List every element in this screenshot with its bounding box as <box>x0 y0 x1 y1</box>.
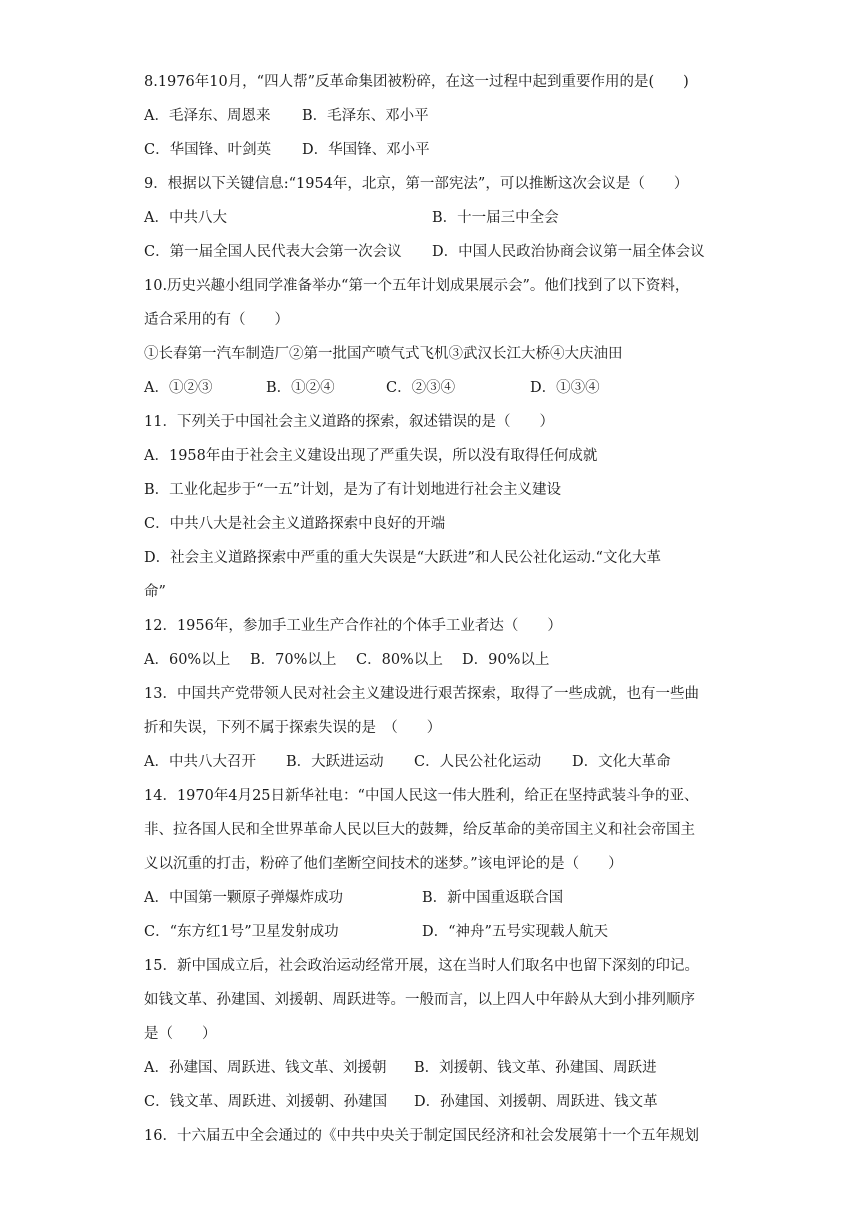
question-10-option-d: D．①③④ <box>530 380 600 396</box>
question-11-option-c: C．中共八大是社会主义道路探索中良好的开端 <box>144 516 446 532</box>
question-14-option-c: C．“东方红1号”卫星发射成功 <box>144 924 339 940</box>
question-10-option-c: C．②③④ <box>386 380 456 396</box>
question-12-option-b: B．70%以上 <box>250 652 337 668</box>
question-15-option-c: C．钱文革、周跃进、刘援朝、孙建国 <box>144 1094 388 1110</box>
question-15-option-a: A．孙建国、周跃进、钱文革、刘援朝 <box>144 1060 387 1076</box>
question-13-option-d: D．文化大革命 <box>572 754 671 770</box>
question-12-option-c: C．80%以上 <box>356 652 443 668</box>
question-9-option-c: C．第一届全国人民代表大会第一次会议 <box>144 244 402 260</box>
question-11-option-b: B．工业化起步于“一五”计划，是为了有计划地进行社会主义建设 <box>144 482 561 498</box>
question-9-option-b: B．十一届三中全会 <box>432 210 559 226</box>
question-8-stem: 8.1976年10月，“四人帮”反革命集团被粉碎，在这一过程中起到重要作用的是( ) <box>144 74 689 90</box>
question-13-option-a: A．中共八大召开 <box>144 754 256 770</box>
question-11-stem: 11．下列关于中国社会主义道路的探索，叙述错误的是（ ） <box>144 414 554 430</box>
question-14-option-a: A．中国第一颗原子弹爆炸成功 <box>144 890 343 906</box>
question-9-stem: 9．根据以下关键信息:“1954年，北京，第一部宪法”，可以推断这次会议是（ ） <box>144 176 689 192</box>
question-15-stem-line-2: 如钱文革、孙建国、刘援朝、周跃进等。一般而言，以上四人中年龄从大到小排列顺序 <box>144 992 695 1008</box>
question-13-option-c: C．人民公社化运动 <box>414 754 542 770</box>
question-15-option-d: D．孙建国、刘援朝、周跃进、钱文革 <box>414 1094 658 1110</box>
question-14-stem-line-1: 14．1970年4月25日新华社电：“中国人民这一伟大胜利，给正在坚持武装斗争的亚、 <box>144 788 699 804</box>
question-10-materials: ①长春第一汽车制造厂②第一批国产喷气式飞机③武汉长江大桥④大庆油田 <box>144 346 623 362</box>
question-10-option-b: B．①②④ <box>266 380 335 396</box>
question-14-stem-line-3: 义以沉重的打击，粉碎了他们垄断空间技术的迷梦。”该电评论的是（ ） <box>144 856 623 872</box>
question-11-option-d: D．社会主义道路探索中严重的重大失误是“大跃进”和人民公社化运动.“文化大革 <box>144 550 661 566</box>
question-10-stem-line-2: 适合采用的有（ ） <box>144 312 289 328</box>
question-13-stem-line-1: 13．中国共产党带领人民对社会主义建设进行艰苦探索，取得了一些成就，也有一些曲 <box>144 686 699 702</box>
question-8-option-b: B．毛泽东、邓小平 <box>302 108 429 124</box>
question-12-option-a: A．60%以上 <box>144 652 231 668</box>
question-15-option-b: B．刘援朝、钱文革、孙建国、周跃进 <box>414 1060 657 1076</box>
question-14-option-d: D．“神舟”五号实现载人航天 <box>422 924 608 940</box>
question-14-option-b: B．新中国重返联合国 <box>422 890 564 906</box>
question-16-stem: 16．十六届五中全会通过的《中共中央关于制定国民经济和社会发展第十一个五年规划 <box>144 1128 699 1144</box>
question-9-option-d: D．中国人民政治协商会议第一届全体会议 <box>432 244 705 260</box>
question-10-stem-line-1: 10.历史兴趣小组同学准备举办“第一个五年计划成果展示会”。他们找到了以下资料， <box>144 278 690 294</box>
question-15-stem-line-3: 是（ ） <box>144 1026 217 1042</box>
question-9-option-a: A．中共八大 <box>144 210 227 226</box>
question-8-option-d: D．华国锋、邓小平 <box>302 142 430 158</box>
question-11-option-a: A．1958年由于社会主义建设出现了严重失误，所以没有取得任何成就 <box>144 448 598 464</box>
question-13-option-b: B．大跃进运动 <box>286 754 384 770</box>
question-8-option-c: C．华国锋、叶剑英 <box>144 142 272 158</box>
question-10-option-a: A．①②③ <box>144 380 213 396</box>
question-14-stem-line-2: 非、拉各国人民和全世界革命人民以巨大的鼓舞，给反革命的美帝国主义和社会帝国主 <box>144 822 695 838</box>
question-15-stem-line-1: 15．新中国成立后，社会政治运动经常开展，这在当时人们取名中也留下深刻的印记。 <box>144 958 699 974</box>
question-13-stem-line-2: 折和失误，下列不属于探索失误的是 （ ） <box>144 720 442 736</box>
question-12-stem: 12．1956年，参加手工业生产合作社的个体手工业者达（ ） <box>144 618 562 634</box>
question-12-option-d: D．90%以上 <box>462 652 550 668</box>
question-8-option-a: A．毛泽东、周恩来 <box>144 108 271 124</box>
question-11-option-d-continued: 命” <box>144 584 166 600</box>
